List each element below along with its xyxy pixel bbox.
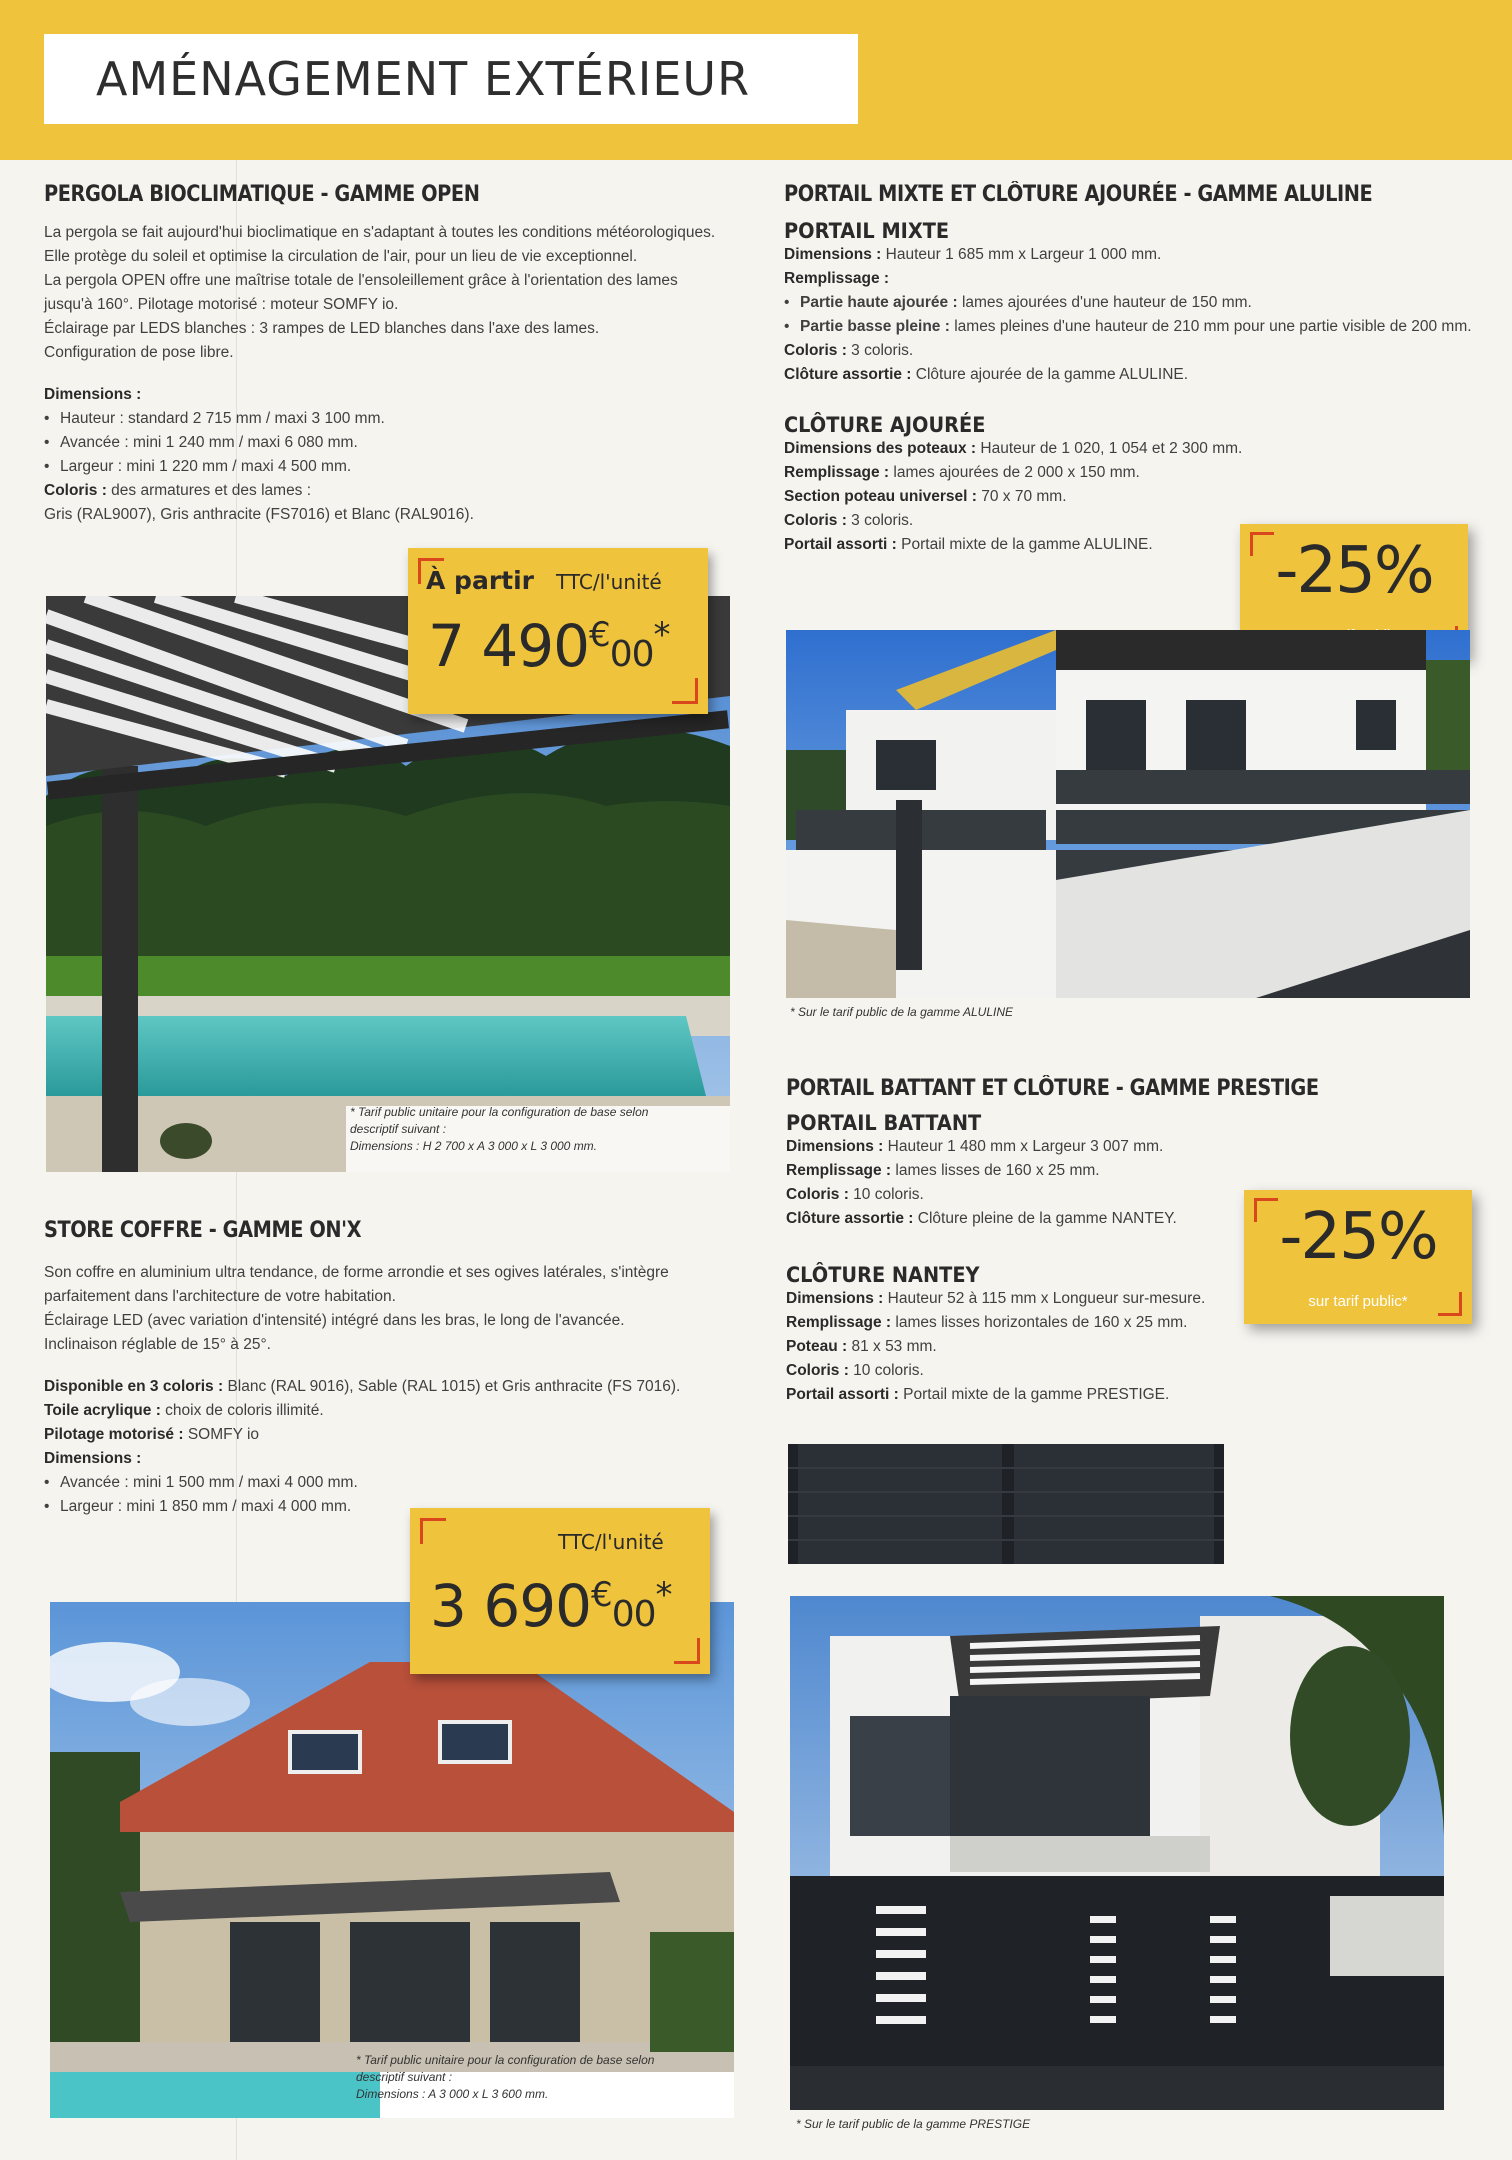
pergola-section [44,182,734,527]
colors-values: Gris (RAL9007), Gris anthracite (FS7016) et Blanc (RAL9016). [44,506,474,523]
aluline-section [784,182,1474,557]
text-line: Inclinaison réglable de 15° à 25°. [44,1336,271,1353]
price-from-label: À partir [426,566,534,595]
store-section [44,1218,734,1519]
prestige-heading: PORTAIL BATTANT ET CLÔTURE - GAMME PRESTIGE [786,1076,1319,1101]
store-price-badge [410,1508,710,1674]
cloture-ajouree-title: CLÔTURE AJOURÉE [784,413,986,437]
list-item: • Avancée : mini 1 240 mm / maxi 6 080 mm. [44,431,734,455]
aluline-footnote: * Sur le tarif public de la gamme ALULINE [790,1005,1013,1019]
store-illustration [50,1602,734,2118]
pergola-footnote: * Tarif public unitaire pour la configuration de base selon descriptif suivant : Dimensions : H 2 700 x A 3 000 x L 3 000 mm. [350,1105,649,1153]
store-specs: Disponible en 3 coloris : Blanc (RAL 9016), Sable (RAL 1015) et Gris anthracite (FS 7016). Toile acrylique : choix de coloris illimité. Pilotage motorisé : SOMFY io Dimensions : [44,1378,681,1467]
discount-subtext: sur tarif public* [1308,1293,1408,1310]
pergola-intro [44,221,734,365]
pergola-heading: PERGOLA BIOCLIMATIQUE - GAMME OPEN [44,182,480,207]
dimensions-label: Dimensions : [44,386,142,403]
text-line: Éclairage LED (avec variation d'intensité) intégré dans les bras, le long de l'avancée. [44,1312,625,1329]
pergola-price-badge [408,548,708,714]
list-item: • Largeur : mini 1 850 mm / maxi 4 000 mm. [44,1495,734,1519]
fence-sample-illustration [788,1444,1224,1564]
discount-value: -25% [1275,534,1433,608]
list-item: • Partie haute ajourée : lames ajourées d'une hauteur de 150 mm. [784,291,1474,315]
aluline-illustration [786,630,1470,998]
text-line: jusqu'à 160°. Pilotage motorisé : moteur SOMFY io. [44,296,399,313]
price-amount: 7 490€00* [428,612,670,680]
cloture-nantey-title: CLÔTURE NANTEY [786,1263,980,1287]
text-line: Elle protège du soleil et optimise la circulation de l'air, pour un lieu de vie exceptionnel. [44,248,638,265]
store-heading: STORE COFFRE - GAMME ON'X [44,1218,362,1243]
text-line: Configuration de pose libre. [44,344,234,361]
text-line: Son coffre en aluminium ultra tendance, de forme arrondie et ses ogives latérales, s'intègre [44,1264,669,1281]
store-photo [50,1602,734,2118]
list-item: • Largeur : mini 1 220 mm / maxi 4 500 mm. [44,455,734,479]
portail-mixte-specs: Dimensions : Hauteur 1 685 mm x Largeur 1 000 mm. Remplissage : [784,246,1162,287]
cloture-ajouree-specs: Dimensions des poteaux : Hauteur de 1 020, 1 054 et 2 300 mm. Remplissage : lames ajourées de 2 000 x 150 mm. Section poteau universel : 70 x 70 mm. Coloris : 3 coloris. Portail assorti : Portail mixte de la gamme ALULINE. [784,440,1243,553]
prestige-footnote: * Sur le tarif public de la gamme PRESTIGE [796,2117,1031,2131]
prestige-photo [790,1596,1444,2110]
prestige-illustration [790,1596,1444,2110]
discount-value: -25% [1279,1200,1437,1274]
price-unit-label: TTC/l'unité [558,1530,664,1554]
store-footnote: * Tarif public unitaire pour la configuration de base selon descriptif suivant : Dimensions : A 3 000 x L 3 600 mm. [356,2053,655,2101]
aluline-photo [786,630,1470,998]
list-item: • Hauteur : standard 2 715 mm / maxi 3 100 mm. [44,407,734,431]
prestige-discount-badge [1244,1190,1472,1324]
portail-battant-title: PORTAIL BATTANT [786,1111,982,1135]
text-line: Éclairage par LEDS blanches : 3 rampes de LED blanches dans l'axe des lames. [44,320,600,337]
text-line: La pergola se fait aujourd'hui bioclimatique en s'adaptant à toutes les conditions météorologiques. [44,224,716,241]
portail-mixte-title: PORTAIL MIXTE [784,219,950,243]
header-banner [0,0,1512,160]
banner-box [44,34,858,124]
fence-sample [788,1444,1224,1564]
text-line: parfaitement dans l'architecture de votre habitation. [44,1288,396,1305]
list-item: • Avancée : mini 1 500 mm / maxi 4 000 mm. [44,1471,734,1495]
price-amount: 3 690€00* [430,1572,672,1640]
page-title: AMÉNAGEMENT EXTÉRIEUR [96,52,751,106]
store-intro [44,1261,734,1357]
list-item: • Partie basse pleine : lames pleines d'une hauteur de 210 mm pour une partie visible de 200 mm. [784,315,1474,339]
cloture-nantey-specs: Dimensions : Hauteur 52 à 115 mm x Longueur sur-mesure. Remplissage : lames lisses horizontales de 160 x 25 mm. Poteau : 81 x 53 mm. Coloris : 10 coloris. Portail assorti : Portail mixte de la gamme PRESTIGE. [786,1290,1206,1403]
aluline-heading: PORTAIL MIXTE ET CLÔTURE AJOURÉE - GAMME ALULINE [784,182,1373,207]
text-line: La pergola OPEN offre une maîtrise totale de l'ensoleillement grâce à l'orientation des lames [44,272,678,289]
portail-fill-list [784,291,1474,339]
colors-label: Coloris : [44,482,107,499]
pergola-dimensions-list [44,407,734,479]
portail-battant-specs: Dimensions : Hauteur 1 480 mm x Largeur 3 007 mm. Remplissage : lames lisses de 160 x 25 mm. Coloris : 10 coloris. Clôture assortie : Clôture pleine de la gamme NANTEY. [786,1138,1177,1227]
colors-text: des armatures et des lames : [106,482,312,499]
price-unit-label: TTC/l'unité [556,570,662,594]
portail-mixte-specs-2: Coloris : 3 coloris. Clôture assortie : Clôture ajourée de la gamme ALULINE. [784,342,1189,383]
